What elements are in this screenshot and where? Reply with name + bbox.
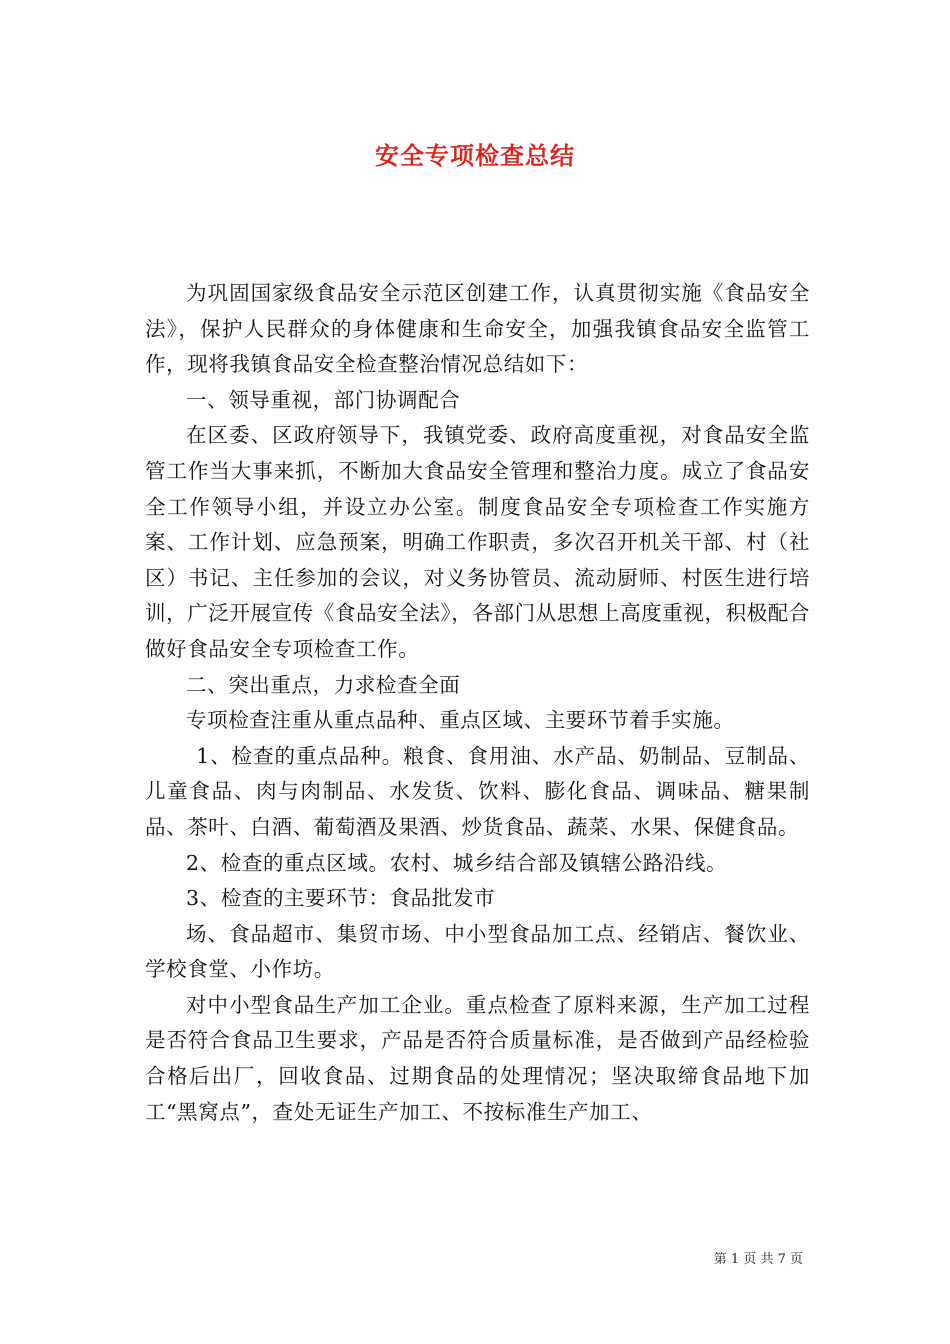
list-item-2: 2、检查的重点区域。农村、城乡结合部及镇辖公路沿线。 — [186, 850, 728, 875]
list-item-3: 3、检查的主要环节：食品批发市 — [186, 886, 496, 911]
enterprise-check-paragraph: 对中小型食品生产加工企业。重点检查了原料来源，生产加工过程是否符合食品卫生要求，产品是否符合质量标准，是否做到产品经检验合格后出厂，回收食品、过期食品的处理情况；坚决取缔食品地下加工“黑窝点”，查处无证生产加工、不按标准生产加工、 — [145, 992, 810, 1124]
section-heading-2: 二、突出重点，力求检查全面 — [186, 672, 461, 697]
section-heading-1: 一、领导重视，部门协调配合 — [186, 387, 461, 412]
list-item-1: 1、检查的重点品种。粮食、食用油、水产品、奶制品、豆制品、儿童食品、肉与肉制品、水发货、饮料、膨化食品、调味品、糖果制品、茶叶、白酒、葡萄酒及果酒、炒货食品、蔬菜、水果、保健食品。 — [145, 743, 810, 839]
page-number: 第 1 页 共 7 页 — [713, 1252, 803, 1267]
section-2-intro: 专项检查注重从重点品种、重点区域、主要环节着手实施。 — [186, 708, 735, 733]
intro-paragraph: 为巩固国家级食品安全示范区创建工作，认真贯彻实施《食品安全法》，保护人民群众的身体健康和生命安全，加强我镇食品安全监管工作，现将我镇食品安全检查整治情况总结如下： — [145, 281, 810, 377]
document-body — [145, 276, 810, 1130]
document-title: 安全专项检查总结 — [375, 141, 575, 170]
list-item-3-continued: 场、食品超市、集贸市场、中小型食品加工点、经销店、餐饮业、学校食堂、小作坊。 — [145, 921, 810, 982]
section-1-paragraph: 在区委、区政府领导下，我镇党委、政府高度重视，对食品安全监管工作当大事来抓，不断加大食品安全管理和整治力度。成立了食品安全工作领导小组，并设立办公室。制度食品安全专项检查工作实施方案、工作计划、应急预案，明确工作职责，多次召开机关干部、村（社区）书记、主任参加的会议，对义务协管员、流动厨师、村医生进行培训，广泛开展宣传《食品安全法》，各部门从思想上高度重视，积极配合做好食品安全专项检查工作。 — [145, 423, 810, 661]
